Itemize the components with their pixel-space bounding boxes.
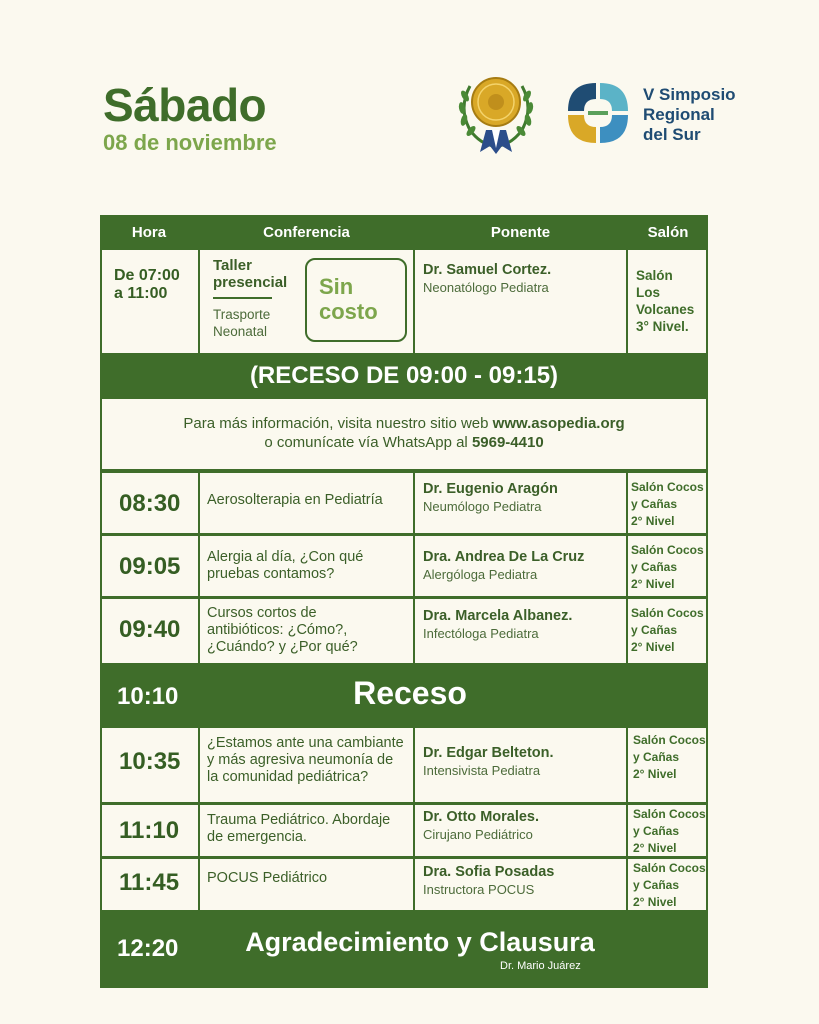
session-time: 11:10 [102, 805, 198, 856]
column-header-ponente: Ponente [490, 224, 551, 241]
break-band: (RECESO DE 09:00 - 09:15) [249, 362, 559, 389]
workshop-room: Salón Los Volcanes 3° Nivel. [628, 250, 706, 353]
session-time: 11:45 [102, 859, 198, 910]
session-title: Trauma Pediátrico. Abordaje de emergencia. [200, 805, 413, 856]
session-title: Cursos cortos de antibióticos: ¿Cómo?, ¿Cuándo? y ¿Por qué? [200, 599, 413, 663]
session-title: POCUS Pediátrico [200, 859, 413, 910]
session-speaker: Dr. Otto Morales. Cirujano Pediátrico [415, 805, 626, 856]
break-time: 10:10 [117, 683, 179, 710]
session-speaker: Dr. Edgar Belteton. Intensivista Pediatra [415, 728, 626, 802]
session-room: Salón Cocos y Cañas 2° Nivel [628, 599, 706, 663]
session-room: Salón Cocos y Cañas 2° Nivel [628, 728, 706, 802]
divider [213, 297, 272, 299]
info-box: Para más información, visita nuestro sitio web www.asopedia.org o comunícate vía WhatsApp al 5969-4410 [102, 399, 706, 469]
column-header-conferencia: Conferencia [263, 224, 350, 241]
session-room: Salón Cocos y Cañas 2° Nivel [628, 536, 706, 596]
session-speaker: Dr. Eugenio Aragón Neumólogo Pediatra [415, 473, 626, 533]
schedule-table [100, 215, 708, 988]
session-title: ¿Estamos ante una cambiante y más agresiva neumonía de la comunidad pediátrica? [200, 728, 413, 802]
session-room: Salón Cocos y Cañas 2° Nivel [628, 473, 706, 533]
workshop-speaker: Dr. Samuel Cortez. Neonatólogo Pediatra [415, 250, 626, 353]
closing-speaker: Dr. Mario Juárez [500, 960, 581, 972]
event-name: V Simposio Regional del Sur [643, 85, 736, 144]
association-seal-icon [456, 68, 536, 156]
session-speaker: Dra. Sofia Posadas Instructora POCUS [415, 859, 626, 910]
workshop-conference: Taller presencial Trasporte Neonatal Sin costo [200, 250, 413, 353]
column-header-hora: Hora [131, 224, 167, 241]
column-header-salon: Salón [647, 224, 689, 241]
website-link[interactable]: www.asopedia.org [492, 415, 625, 432]
session-speaker: Dra. Andrea De La Cruz Alergóloga Pediatra [415, 536, 626, 596]
page-title: Sábado [103, 79, 267, 131]
workshop-time: De 07:00 a 11:00 [102, 250, 198, 353]
session-time: 09:05 [102, 536, 198, 596]
session-title: Aerosolterapia en Pediatría [200, 473, 413, 533]
page-date: 08 de noviembre [103, 130, 277, 155]
session-room: Salón Cocos y Cañas 2° Nivel [628, 805, 706, 856]
closing-time: 12:20 [117, 935, 179, 962]
session-speaker: Dra. Marcela Albanez. Infectóloga Pediatra [415, 599, 626, 663]
session-time: 09:40 [102, 599, 198, 663]
session-time: 10:35 [102, 728, 198, 802]
whatsapp-number[interactable]: 5969-4410 [471, 434, 544, 451]
free-badge: Sin costo [305, 258, 407, 342]
session-room: Salón Cocos y Cañas 2° Nivel [628, 859, 706, 910]
session-title: Alergia al día, ¿Con qué pruebas contamos? [200, 536, 413, 596]
closing-label: Agradecimiento y Clausura [245, 927, 595, 957]
session-time: 08:30 [102, 473, 198, 533]
break-label: Receso [353, 675, 467, 711]
symposium-logo-icon [566, 81, 630, 145]
